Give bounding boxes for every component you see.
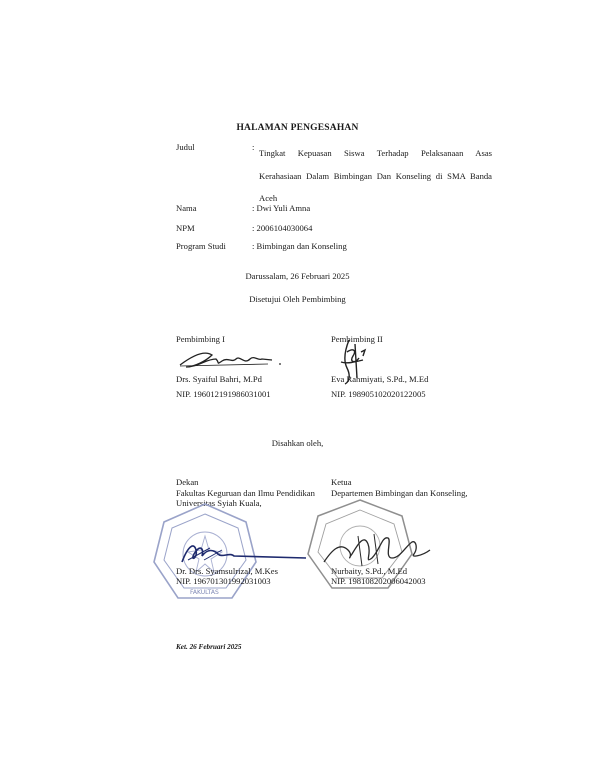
value-nama: : Dwi Yuli Amna [252,203,311,213]
value-judul [259,142,492,210]
head-name: Nurbaity, S.Pd., M.Ed [331,566,408,576]
label-prodi: Program Studi [176,241,226,251]
ratified-by: Disahkan oleh, [271,438,324,448]
page-title: HALAMAN PENGESAHAN [236,123,359,133]
judul-line-1: Tingkat Kepuasan Siswa Terhadap Pelaksanaan Asas [259,148,492,158]
label-judul: Judul [176,142,195,152]
advisor1-name: Drs. Syaiful Bahri, M.Pd [176,374,262,384]
advisor1-signature [176,347,296,373]
advisor2-name: Eva Rahmiyati, S.Pd., M.Ed [331,374,429,384]
approved-by: Disetujui Oleh Pembimbing [249,294,346,304]
advisor2-nip: NIP. 198905102020122005 [331,389,426,399]
dean-unit-2: Universitas Syiah Kuala, [176,498,262,508]
dean-signature [174,536,308,566]
dean-role: Dekan [176,477,199,487]
dean-seal-text: FAKULTAS [190,589,219,596]
head-signature [318,528,438,570]
dean-unit-1: Fakultas Keguruan dan Ilmu Pendidikan [176,488,315,498]
advisor2-role: Pembimbing II [331,334,383,344]
dean-name: Dr. Drs. Syamsulrizal, M.Kes [176,566,278,576]
colon-judul: : [252,142,255,152]
advisor1-role: Pembimbing I [176,334,225,344]
place-date: Darussalam, 26 Februari 2025 [245,271,350,281]
value-prodi: : Bimbingan dan Konseling [252,241,347,251]
judul-line-2: Kerahasiaan Dalam Bimbingan Dan Konseling di SMA Banda [259,170,492,181]
label-nama: Nama [176,203,197,213]
head-unit-1: Departemen Bimbingan dan Konseling, [331,488,468,498]
label-npm: NPM [176,223,195,233]
advisor1-nip: NIP. 196012191986031001 [176,389,271,399]
head-nip: NIP. 198108202006042003 [331,576,426,586]
value-npm: : 2006104030064 [252,223,313,233]
footer-note: Ket. 26 Februari 2025 [176,643,242,651]
judul-line-3: Aceh [259,193,278,203]
head-role: Ketua [331,477,352,487]
dean-nip: NIP. 196701301992031003 [176,576,271,586]
